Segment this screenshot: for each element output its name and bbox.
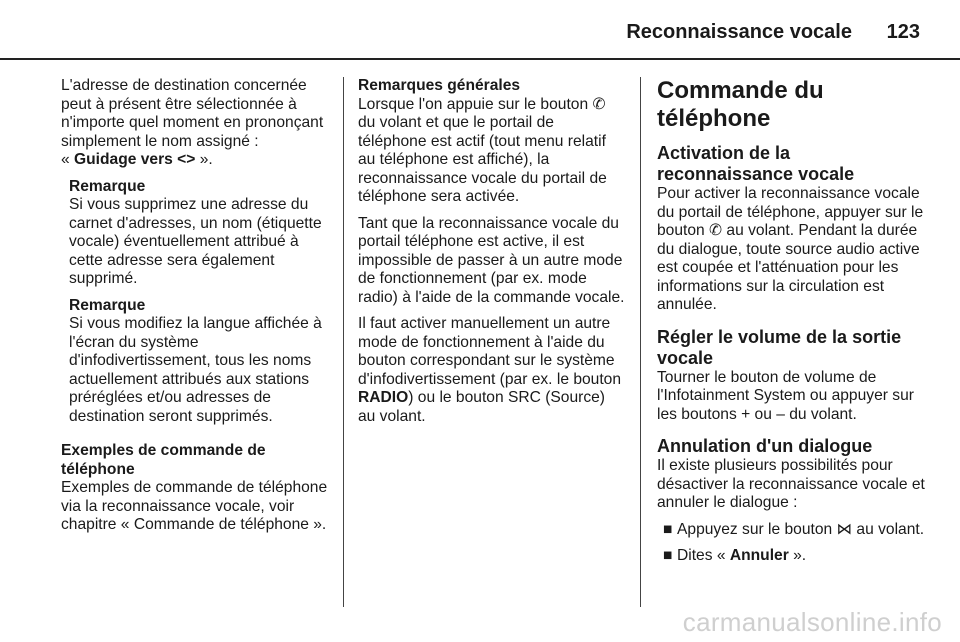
column-divider-2 xyxy=(640,77,641,607)
section-volume xyxy=(657,327,925,425)
section-activation xyxy=(657,143,925,315)
paragraph-3: Il faut activer manuellement un autre mode de fonctionnement à l'aide du bouton correspondant sur le système d'infodivertissement (par ex. le bouton RADIO) ou le bouton SRC (Source) au volant. xyxy=(358,315,622,425)
page-number: 123 xyxy=(886,21,920,43)
header-rule xyxy=(0,58,960,60)
note-1 xyxy=(69,178,331,289)
cancel-heading: Annulation d'un dialogue xyxy=(657,436,873,456)
note-label: Remarque xyxy=(69,296,146,314)
section-cancel xyxy=(657,436,925,566)
watermark: carmanualsonline.info xyxy=(682,607,942,637)
paragraph-1: Lorsque l'on appuie sur le bouton ✆ du volant et que le portail de téléphone est actif (tout menu relatif au téléphone est affiché), la reconnaissance vocale du portail de téléphone sera activée. xyxy=(358,95,607,205)
activation-heading: Activation de la reconnaissance vocale xyxy=(657,143,855,184)
column-left xyxy=(61,77,331,543)
column-middle xyxy=(358,77,626,434)
note-text: Si vous supprimez une adresse du carnet d'adresses, un nom (étiquette vocale) éventuellement attribué à cette adresse sera également supprimé. xyxy=(69,196,322,287)
page-header xyxy=(0,0,960,58)
volume-heading: Régler le volume de la sortie vocale xyxy=(657,326,902,368)
cancel-text: Il existe plusieurs possibilités pour désactiver la reconnaissance vocale et annuler le dialogue : xyxy=(657,457,925,511)
volume-text: Tourner le bouton de volume de l'Infotainment System ou appuyer sur les boutons + ou – du volant. xyxy=(657,368,914,423)
note-label: Remarque xyxy=(69,177,146,195)
examples-heading: Exemples de commande de téléphone xyxy=(61,442,266,478)
section-title: Commande du téléphone xyxy=(657,77,824,132)
paragraph-2: Tant que la reconnaissance vocale du portail téléphone est active, il est impossible de passer à un autre mode de fonctionnement (par ex. mode radio) à l'aide de la commande vocale. xyxy=(358,214,625,306)
voice-command: Guidage vers <> xyxy=(74,151,196,168)
bullet-square-icon: ■ xyxy=(663,547,673,564)
column-right xyxy=(657,77,925,578)
general-remarks-heading: Remarques générales xyxy=(358,77,521,94)
note-text: Si vous modifiez la langue affichée à l'écran du système d'infodivertissement, tous les noms actuellement attribués aux stations préréglées et/ou adresses de destination seront supprimés. xyxy=(69,315,322,425)
intro-paragraph: L'adresse de destination concernée peut à présent être sélectionnée à n'importe quel moment en prononçant simplement le nom assigné : « Guidage vers <> ». xyxy=(61,77,324,168)
radio-button-label: RADIO xyxy=(358,389,409,406)
activation-text: Pour activer la reconnaissance vocale du portail de téléphone, appuyer sur le bouton ✆ au volant. Pendant la durée du dialogue, toute source audio active est coupée et l'atténuation pour les informations sur la circulation est annulée. xyxy=(657,185,924,313)
bullet-item: ■ Appuyez sur le bouton ⋈ au volant. xyxy=(663,520,925,538)
note-2 xyxy=(69,297,331,427)
page-title: Reconnaissance vocale xyxy=(626,21,852,43)
cancel-command: Annuler xyxy=(729,547,789,564)
examples-paragraph: Exemples de commande de téléphone via la reconnaissance vocale, voir chapitre « Commande de téléphone ». xyxy=(61,479,328,533)
bullet-square-icon: ■ xyxy=(663,520,673,538)
column-divider-1 xyxy=(343,77,344,607)
bullet-item: ■ Dites « Annuler ». xyxy=(663,547,807,564)
